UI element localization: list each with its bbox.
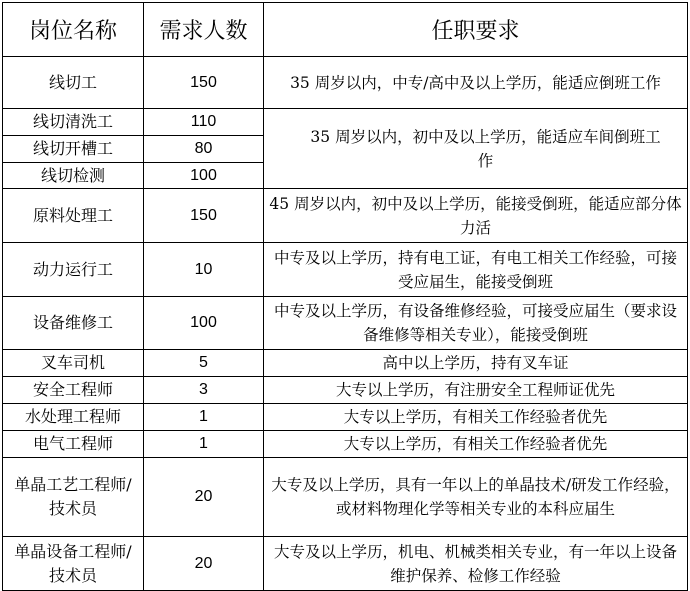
header-requirement: 任职要求	[264, 3, 688, 57]
position-cell: 单晶设备工程师/技术员	[3, 537, 144, 591]
count-cell: 100	[144, 297, 264, 350]
requirement-cell: 大专及以上学历，机电、机械类相关专业，有一年以上设备维护保养、检修工作经验	[264, 537, 688, 591]
table-header-row	[3, 3, 688, 57]
table-row	[3, 243, 688, 297]
position-cell: 原料处理工	[3, 189, 144, 243]
position-cell: 安全工程师	[3, 377, 144, 404]
count-cell: 1	[144, 404, 264, 431]
count-cell: 150	[144, 57, 264, 109]
table-row	[3, 109, 688, 136]
requirement-cell: 大专以上学历，有注册安全工程师证优先	[264, 377, 688, 404]
position-cell: 动力运行工	[3, 243, 144, 297]
count-cell: 5	[144, 350, 264, 377]
position-cell: 线切开槽工	[3, 136, 144, 163]
requirement-cell: 大专以上学历，有相关工作经验者优先	[264, 404, 688, 431]
position-cell: 线切清洗工	[3, 109, 144, 136]
table-row	[3, 57, 688, 109]
requirement-cell: 45 周岁以内，初中及以上学历，能接受倒班，能适应部分体力活	[264, 189, 688, 243]
count-cell: 20	[144, 458, 264, 537]
position-cell: 水处理工程师	[3, 404, 144, 431]
count-cell: 1	[144, 431, 264, 458]
table-row	[3, 404, 688, 431]
count-cell: 150	[144, 189, 264, 243]
count-cell: 100	[144, 163, 264, 189]
requirement-cell: 高中以上学历，持有叉车证	[264, 350, 688, 377]
position-cell: 设备维修工	[3, 297, 144, 350]
requirement-cell: 中专及以上学历，持有电工证，有电工相关工作经验，可接受应届生，能接受倒班	[264, 243, 688, 297]
requirement-cell: 大专以上学历，有相关工作经验者优先	[264, 431, 688, 458]
position-cell: 单晶工艺工程师/技术员	[3, 458, 144, 537]
table-row	[3, 458, 688, 537]
position-cell: 线切检测	[3, 163, 144, 189]
count-cell: 80	[144, 136, 264, 163]
count-cell: 3	[144, 377, 264, 404]
header-count: 需求人数	[144, 3, 264, 57]
table-row	[3, 297, 688, 350]
table-row	[3, 350, 688, 377]
count-cell: 10	[144, 243, 264, 297]
count-cell: 20	[144, 537, 264, 591]
recruitment-table	[2, 2, 688, 591]
requirement-cell: 大专及以上学历，具有一年以上的单晶技术/研发工作经验，或材料物理化学等相关专业的本科应届生	[264, 458, 688, 537]
table-row	[3, 431, 688, 458]
table-row	[3, 537, 688, 591]
requirement-cell: 35 周岁以内，初中及以上学历，能适应车间倒班工作	[264, 109, 688, 189]
count-cell: 110	[144, 109, 264, 136]
table-row	[3, 377, 688, 404]
header-position: 岗位名称	[3, 3, 144, 57]
position-cell: 叉车司机	[3, 350, 144, 377]
requirement-cell: 35 周岁以内，中专/高中及以上学历，能适应倒班工作	[264, 57, 688, 109]
table-row	[3, 189, 688, 243]
position-cell: 电气工程师	[3, 431, 144, 458]
position-cell: 线切工	[3, 57, 144, 109]
requirement-cell: 中专及以上学历，有设备维修经验，可接受应届生（要求设备维修等相关专业），能接受倒班	[264, 297, 688, 350]
